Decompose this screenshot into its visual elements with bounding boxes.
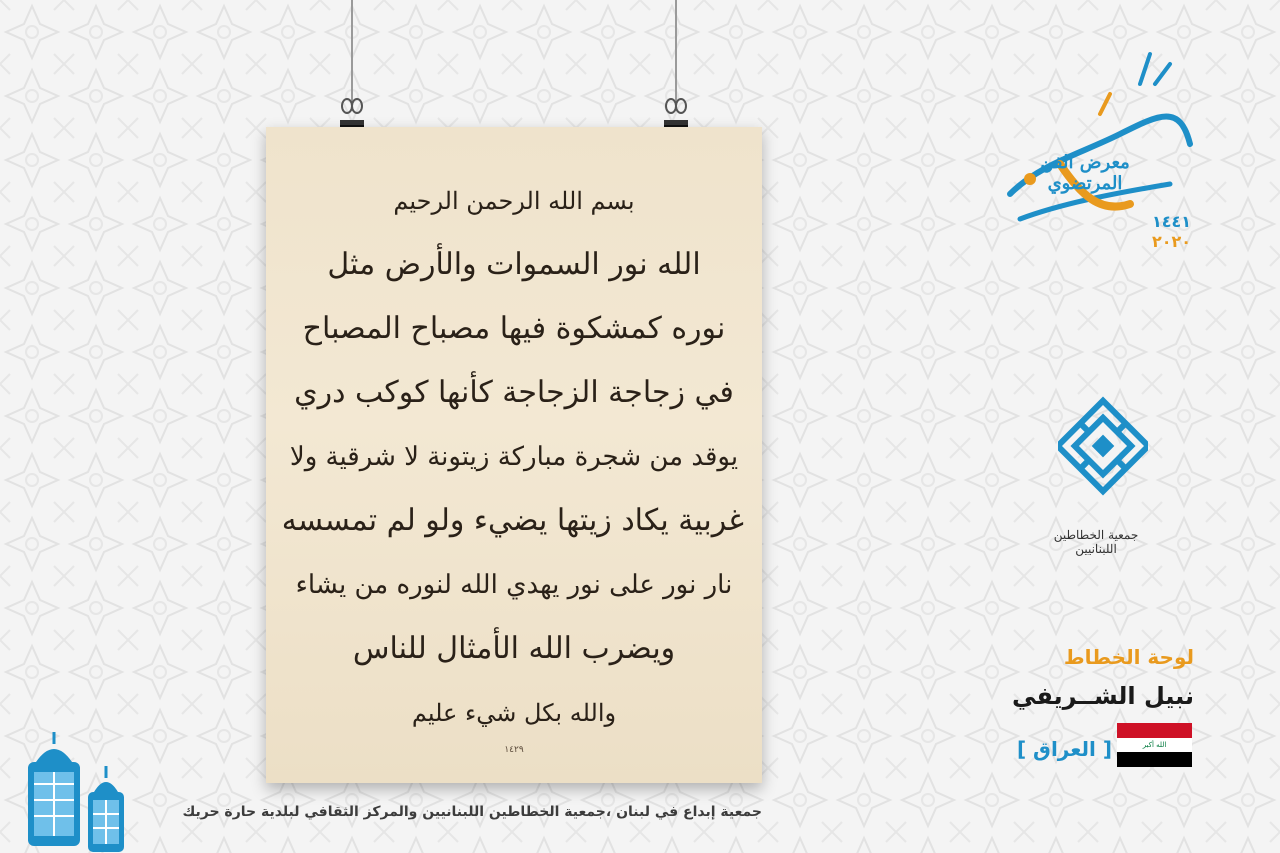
- iraq-flag-icon: [1117, 723, 1192, 767]
- artwork-label-title: لوحة الخطاط: [1063, 645, 1194, 669]
- event-logo-text: معرض الفن المرتضوي: [1040, 152, 1130, 194]
- association-kufic-logo-icon: [1058, 396, 1148, 496]
- poster-line: غربية يكاد زيتها يضيء ولو لم تمسسه: [281, 503, 744, 538]
- poster-line: الله نور السموات والأرض مثل: [327, 247, 701, 282]
- calligraphy-poster: [266, 127, 762, 783]
- credit-line: جمعية إبداع في لبنان ،جمعية الخطاطين اللبنانيين والمركز الثقافي لبلدية حارة حريك: [182, 804, 762, 820]
- artist-name: نبيل الشــريفي: [1012, 682, 1194, 710]
- event-year-gregorian: ٢٠٢٠: [1152, 232, 1192, 251]
- event-logo: [1000, 44, 1200, 264]
- artist-country: [ العراق ]: [1016, 737, 1112, 761]
- poster-line: ويضرب الله الأمثال للناس: [352, 631, 676, 666]
- event-year-hijri: ١٤٤١: [1152, 212, 1192, 231]
- poster-signature: ١٤٢٩: [504, 745, 524, 755]
- hanging-string-right: [675, 0, 677, 104]
- poster-line: نوره كمشكوة فيها مصباح المصباح: [302, 311, 726, 346]
- poster-line: يوقد من شجرة مباركة زيتونة لا شرقية ولا: [289, 442, 739, 472]
- poster-line: بسم الله الرحمن الرحيم: [393, 187, 635, 215]
- lantern-decoration-icon: [16, 732, 132, 853]
- poster-line: نار نور على نور يهدي الله لنوره من يشاء: [295, 570, 733, 600]
- poster-line: في زجاجة الزجاجة كأنها كوكب دري: [294, 375, 734, 410]
- association-name: جمعية الخطاطين اللبنانيين: [1053, 528, 1139, 556]
- flag-text: الله أكبر: [1142, 740, 1167, 749]
- poster-line: والله بكل شيء عليم: [411, 699, 617, 727]
- hanging-string-left: [351, 0, 353, 104]
- calligraphy-text: [281, 169, 744, 745]
